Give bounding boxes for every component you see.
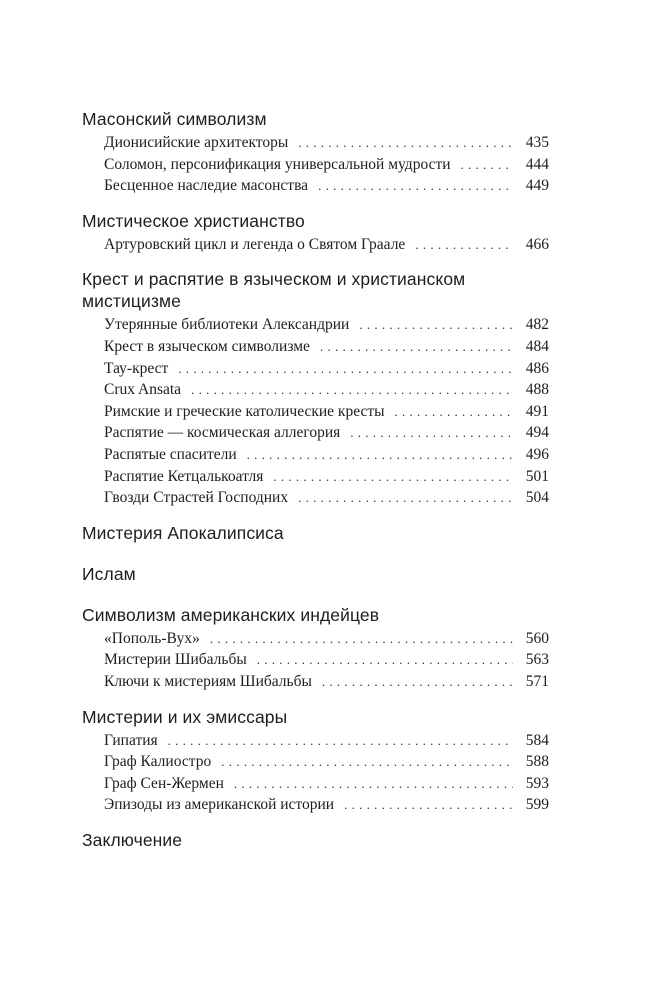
toc-entry [104, 132, 549, 154]
page-number: 449 [525, 177, 549, 195]
toc-entry [104, 314, 549, 336]
entry-title: Дионисийские архитекторы [104, 134, 289, 151]
toc-section [82, 829, 549, 853]
dot-leader [461, 154, 513, 176]
dot-leader [298, 487, 513, 509]
toc-entry [104, 649, 549, 671]
dot-leader [191, 379, 513, 401]
entry-title: Эпизоды из американской истории [104, 796, 335, 814]
entry-title: Утерянные библиотеки Александрии [104, 316, 350, 334]
section-title: Заключение [82, 829, 183, 850]
section-title: Символизм американских индейцев [82, 604, 380, 625]
toc-section [82, 604, 549, 693]
toc-entry [104, 773, 549, 795]
page-number: 599 [525, 796, 549, 814]
entry-title: Гвозди Страстей Господних [104, 489, 289, 507]
entry-title: Граф Сен-Жермен [104, 774, 224, 792]
entry-title: Тау-крест [104, 359, 169, 377]
entry-title: Гипатия [104, 731, 158, 749]
toc-section [82, 706, 549, 816]
toc-entry [104, 466, 549, 488]
entry-title: Распятие Кетцалькоатля [104, 467, 264, 485]
entry-title: Ключи к мистериям Шибальбы [104, 672, 312, 690]
toc-entry [104, 730, 549, 752]
section-title: Мистерия Апокалипсиса [82, 522, 284, 543]
page-number: 491 [525, 402, 549, 420]
toc-section [82, 210, 549, 256]
dot-leader [318, 175, 513, 197]
page-number: 494 [525, 424, 549, 442]
entry-title: Распятые спасители [104, 445, 237, 463]
dot-leader [415, 234, 513, 256]
page-number: 486 [525, 359, 549, 377]
section-title: Мистическое христианство [82, 210, 305, 231]
entry-title: Крест в языческом символизме [104, 337, 310, 355]
page-number: 501 [525, 467, 549, 485]
entry-title: Распятие — космическая аллегория [104, 424, 341, 442]
section-title: Масонский символизм [82, 109, 267, 129]
dot-leader [395, 401, 513, 423]
entry-title: «Пополь-Вух» [104, 629, 200, 647]
page-number: 466 [525, 235, 549, 253]
dot-leader [322, 671, 513, 693]
dot-leader [221, 751, 513, 773]
page-number: 484 [525, 337, 549, 355]
toc-entry [104, 401, 549, 423]
toc-entry [104, 358, 549, 380]
dot-leader [234, 773, 513, 795]
toc-section [82, 268, 549, 508]
dot-leader [350, 422, 513, 444]
toc-entry [104, 794, 549, 816]
page-number: 593 [525, 774, 549, 792]
toc-entry [104, 175, 549, 197]
section-title: Мистерии и их эмиссары [82, 706, 288, 727]
page-number: 488 [525, 381, 549, 399]
toc-entry [104, 379, 549, 401]
entry-list [82, 730, 549, 816]
toc-section [82, 522, 549, 546]
entry-list [82, 314, 549, 508]
toc-entry [104, 336, 549, 358]
dot-leader [257, 649, 513, 671]
dot-leader [210, 628, 513, 650]
dot-leader [320, 336, 513, 358]
page-number: 496 [525, 445, 549, 463]
dot-leader [359, 314, 513, 336]
page-number: 435 [525, 134, 549, 151]
entry-title: Crux Ansata [104, 381, 182, 399]
dot-leader [178, 358, 513, 380]
page-number: 588 [525, 753, 549, 771]
toc-entry [104, 154, 549, 176]
dot-leader [298, 132, 513, 154]
entry-list [82, 234, 549, 256]
toc-entry [104, 234, 549, 256]
toc-entry [104, 444, 549, 466]
toc-section [82, 563, 549, 587]
entry-title: Мистерии Шибальбы [104, 651, 247, 669]
page-number: 563 [525, 651, 549, 669]
toc-section [82, 108, 549, 197]
page-number: 504 [525, 489, 549, 507]
entry-title: Артуровский цикл и легенда о Святом Граале [104, 235, 406, 253]
toc-entry [104, 751, 549, 773]
page-number: 482 [525, 316, 549, 334]
page-number: 571 [525, 672, 549, 690]
dot-leader [168, 730, 513, 752]
toc-entry [104, 422, 549, 444]
dot-leader [247, 444, 513, 466]
toc-entry [104, 671, 549, 693]
dot-leader [273, 466, 513, 488]
page-number: 584 [525, 731, 549, 749]
section-title: Крест и распятие в языческом и христианском мистицизме [82, 269, 466, 312]
toc-entry [104, 487, 549, 509]
table-of-contents [82, 108, 549, 853]
dot-leader [344, 794, 513, 816]
entry-title: Бесценное наследие масонства [104, 177, 309, 195]
entry-title: Римские и греческие католические кресты [104, 402, 385, 420]
entry-list [82, 628, 549, 693]
entry-title: Соломон, персонификация универсальной мудрости [104, 155, 451, 173]
entry-title: Граф Калиостро [104, 753, 212, 771]
page-number: 560 [525, 629, 549, 647]
toc-entry [104, 628, 549, 650]
entry-list [82, 132, 549, 197]
page-number: 444 [525, 155, 549, 173]
section-title: Ислам [82, 563, 136, 584]
